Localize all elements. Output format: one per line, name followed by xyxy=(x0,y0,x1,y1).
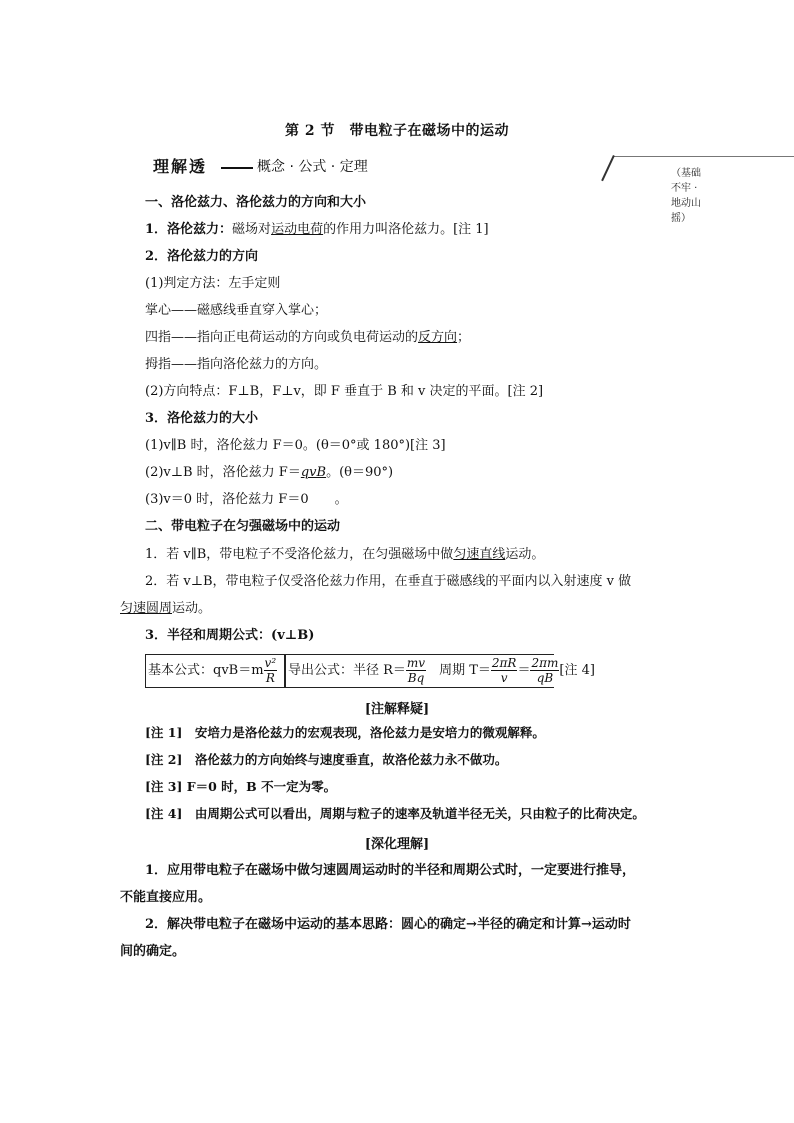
period-numerator-2: 2πm xyxy=(531,656,559,670)
section2-p1 xyxy=(145,546,544,564)
item3-2 xyxy=(145,464,393,482)
period-denominator-1: v xyxy=(500,671,508,685)
period-fraction-2 xyxy=(530,656,559,685)
s2p2-text-b: 运动。 xyxy=(172,601,212,616)
note-4: [注 4] 由周期公式可以看出，周期与粒子的速率及轨道半径无关，只由粒子的比荷决定。 xyxy=(145,806,645,821)
deep-2a: 2．解决带电粒子在磁场中运动的基本思路：圆心的确定→半径的确定和计算→运动时 xyxy=(145,917,631,932)
s2p1-text-b: 运动。 xyxy=(505,547,545,562)
item1-underline: 运动电荷 xyxy=(271,222,324,237)
banner-sub: 概念 · 公式 · 定理 xyxy=(257,159,368,175)
banner-rule xyxy=(613,156,794,157)
fingers-text-b: ； xyxy=(457,330,471,345)
section-title: 第 2 节 带电粒子在磁场中的运动 xyxy=(285,123,509,139)
note4-ref: [注 4] xyxy=(559,663,595,678)
item2-1: (1)判定方法：左手定则 xyxy=(145,276,281,291)
period-fraction-1 xyxy=(491,656,518,685)
radius-denominator: Bq xyxy=(407,671,425,685)
note-1: [注 1] 安培力是洛伦兹力的宏观表现，洛伦兹力是安培力的微观解释。 xyxy=(145,725,545,740)
radius-fraction xyxy=(406,656,426,685)
s2p1-underline: 匀速直线 xyxy=(453,547,506,562)
item3-2-underline: qvB xyxy=(300,465,327,480)
item1-label: 1．洛伦兹力： xyxy=(145,222,233,237)
fingers-line xyxy=(145,329,470,347)
notes-heading: [注解释疑] xyxy=(364,702,430,717)
banner-slash xyxy=(601,155,615,181)
fingers-text-a: 四指——指向正电荷运动的方向或负电荷运动的 xyxy=(145,330,419,345)
item2-heading: 2．洛伦兹力的方向 xyxy=(145,249,259,264)
item3-2-text-b: 。(θ＝90°) xyxy=(326,465,394,480)
item1 xyxy=(145,221,489,239)
deep-1a: 1．应用带电粒子在磁场中做匀速圆周运动时的半径和周期公式时，一定要进行推导， xyxy=(145,863,636,878)
fraction-numerator: v² xyxy=(264,656,277,670)
note-2: [注 2] 洛伦兹力的方向始终与速度垂直，故洛伦兹力永不做功。 xyxy=(145,752,508,767)
radius-numerator: mv xyxy=(406,656,426,670)
item3-2-text-a: (2)v⊥B 时，洛伦兹力 F＝ xyxy=(145,465,301,480)
section2-heading: 二、带电粒子在匀强磁场中的运动 xyxy=(145,519,341,534)
section2-p2a: 2．若 v⊥B，带电粒子仅受洛伦兹力作用，在垂直于磁感线的平面内以入射速度 v 做 xyxy=(145,574,632,589)
item3-3: (3)v＝0 时，洛伦兹力 F＝0 。 xyxy=(145,492,348,507)
fraction-denominator: R xyxy=(265,671,275,685)
banner-dash xyxy=(221,167,253,169)
period-numerator-1: 2πR xyxy=(491,656,517,670)
basic-formula-box xyxy=(145,654,285,688)
item3-1: (1)v∥B 时，洛伦兹力 F＝0。(θ＝0°或 180°)[注 3] xyxy=(145,438,446,453)
item1-text-a: 磁场对 xyxy=(232,222,272,237)
derived-formula-box xyxy=(285,654,595,688)
item3-heading: 3．洛伦兹力的大小 xyxy=(145,411,259,426)
section2-p3: 3．半径和周期公式：(v⊥B) xyxy=(145,628,315,643)
banner-main: 理解透 xyxy=(153,154,213,177)
period-label: 周期 T＝ xyxy=(426,663,491,678)
equals-sign: ＝ xyxy=(517,663,531,678)
thumb-line: 拇指——指向洛伦兹力的方向。 xyxy=(145,357,328,372)
section1-heading: 一、洛伦兹力、洛伦兹力的方向和大小 xyxy=(145,195,367,210)
derived-formula-label: 导出公式：半径 R＝ xyxy=(288,663,406,678)
deep-1b: 不能直接应用。 xyxy=(120,890,212,905)
basic-formula-label: 基本公式：qvB＝m xyxy=(148,663,264,678)
s2p2-underline: 匀速圆周 xyxy=(120,601,173,616)
item1-text-b: 的作用力叫洛伦兹力。[注 1] xyxy=(323,222,489,237)
note-3: [注 3] F＝0 时，B 不一定为零。 xyxy=(145,779,337,794)
banner-note: （基础不牢 · 地动山摇） xyxy=(671,168,701,224)
section2-p2b xyxy=(120,600,211,618)
period-denominator-2: qB xyxy=(536,671,554,685)
deep-heading: [深化理解] xyxy=(364,837,430,852)
s2p1-text-a: 1．若 v∥B，带电粒子不受洛伦兹力，在匀强磁场中做 xyxy=(145,547,454,562)
palm-line: 掌心——磁感线垂直穿入掌心； xyxy=(145,303,328,318)
fingers-underline: 反方向 xyxy=(418,330,458,345)
item2-2: (2)方向特点：F⊥B，F⊥v，即 F 垂直于 B 和 v 决定的平面。[注 2] xyxy=(145,384,544,399)
deep-2b: 间的确定。 xyxy=(120,944,186,959)
basic-formula-fraction xyxy=(264,656,278,685)
